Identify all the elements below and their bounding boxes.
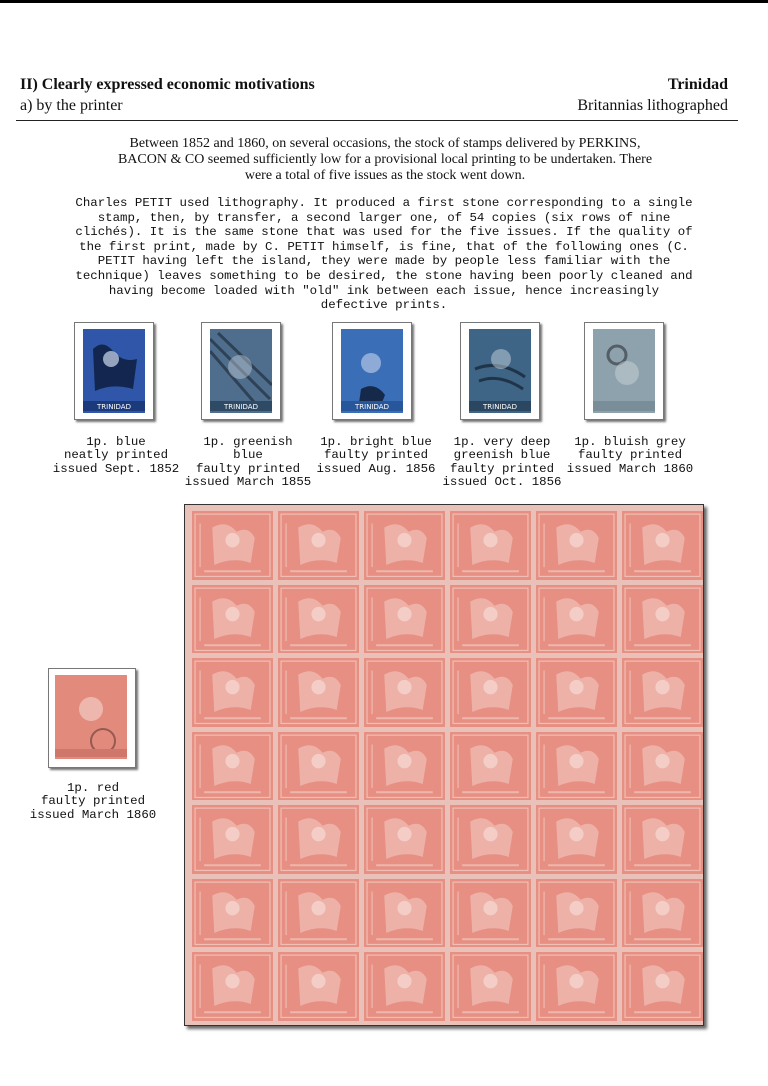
caption-line: issued March 1855	[184, 475, 312, 490]
stamp-label: TRINIDAD	[483, 403, 517, 411]
stamp-caption	[178, 436, 318, 490]
britannia-stamp-image	[83, 329, 145, 413]
caption-line: 1p. bluish grey	[574, 435, 686, 449]
caption-line: faulty printed	[323, 448, 429, 463]
stamp-caption	[560, 436, 700, 476]
intro-line: were a total of five issues as the stock went down.	[244, 168, 526, 183]
sheet-stamp	[192, 805, 273, 874]
stamp-label: TRINIDAD	[355, 403, 389, 411]
section-title: II) Clearly expressed economic motivations	[20, 76, 315, 93]
sheet-stamp	[622, 952, 703, 1021]
sheet-stamp	[192, 511, 273, 580]
sheet-stamp	[450, 585, 531, 654]
intro-paragraph	[60, 136, 710, 184]
britannia-stamp-image	[469, 329, 531, 413]
caption-line: blue	[233, 448, 263, 463]
sheet-stamp	[364, 732, 445, 801]
caption-line: issued Sept. 1852	[52, 461, 180, 476]
sheet-stamp	[450, 879, 531, 948]
sheet-stamp	[450, 658, 531, 727]
intro-line: BACON & CO seemed sufficiently low for a provisional local printing to be undertaken. There	[117, 152, 653, 167]
sheet-stamp	[536, 952, 617, 1021]
caption-line: faulty printed	[195, 461, 301, 476]
sheet-stamp	[364, 511, 445, 580]
stamp-caption	[306, 436, 446, 476]
sheet-stamp	[364, 585, 445, 654]
body-line: clichés). It is the same stone that was used for the five issues. If the quality of	[75, 225, 693, 240]
issue-title: Britannias lithographed	[577, 97, 728, 114]
sheet-stamp	[536, 805, 617, 874]
stamp-label: TRINIDAD	[224, 403, 258, 411]
top-rule	[0, 0, 768, 3]
sheet-stamp	[192, 952, 273, 1021]
body-line: defective prints.	[320, 298, 448, 313]
section-subtitle: a) by the printer	[20, 97, 123, 114]
sheet-stamp	[536, 585, 617, 654]
britannia-stamp-image	[55, 675, 127, 759]
stamp-caption	[46, 436, 186, 476]
caption-line: issued Aug. 1856	[316, 461, 436, 476]
stamp-1p-red	[48, 668, 136, 768]
sheet-stamp	[278, 879, 359, 948]
sheet-stamp	[536, 732, 617, 801]
body-paragraph	[30, 196, 738, 313]
sheet-stamp	[622, 658, 703, 727]
stamp-1p-very-deep-greenish-blue	[460, 322, 540, 420]
sheet-stamp	[192, 585, 273, 654]
sheet-stamp	[278, 658, 359, 727]
caption-line: 1p. bright blue	[320, 435, 432, 449]
britannia-stamp-image	[210, 329, 272, 413]
caption-line: faulty printed	[577, 448, 683, 463]
sheet-stamp	[622, 879, 703, 948]
sheet-stamp	[450, 511, 531, 580]
caption-line: 1p. very deep	[453, 435, 551, 449]
stamp-sheet	[184, 504, 704, 1026]
caption-line: 1p. greenish	[203, 435, 293, 449]
sheet-stamp	[278, 805, 359, 874]
caption-line: greenish blue	[453, 448, 551, 463]
country-title: Trinidad	[667, 76, 728, 93]
page-header	[16, 76, 738, 121]
sheet-stamp	[622, 585, 703, 654]
sheet-stamp	[536, 511, 617, 580]
sheet-stamp	[278, 952, 359, 1021]
stamp-1p-blue	[74, 322, 154, 420]
body-line: having become loaded with "old" ink between each issue, hence increasingly	[108, 283, 660, 298]
sheet-stamp	[192, 732, 273, 801]
body-line: stamp, then, by transfer, a second larger one, of 54 copies (six rows of nine	[97, 210, 671, 225]
sheet-stamp	[622, 732, 703, 801]
stamp-caption	[432, 436, 572, 490]
britannia-stamp-image	[341, 329, 403, 413]
sheet-stamp	[450, 805, 531, 874]
stamp-caption	[20, 782, 166, 822]
sheet-stamp	[278, 511, 359, 580]
sheet-stamp	[278, 585, 359, 654]
caption-line: issued Oct. 1856	[442, 475, 562, 490]
britannia-stamp-image	[593, 329, 655, 413]
sheet-stamp	[364, 805, 445, 874]
caption-line: 1p. red	[66, 781, 120, 795]
sheet-stamp	[278, 732, 359, 801]
body-line: the first print, made by C. PETIT himself, is fine, that of the following ones (C.	[79, 239, 689, 254]
sheet-stamp	[536, 658, 617, 727]
body-line: technique) leaves something to be desired, the stone having been poorly cleaned and	[75, 268, 693, 283]
sheet-stamp	[364, 658, 445, 727]
stamp-1p-greenish-blue	[201, 322, 281, 420]
sheet-stamp	[192, 879, 273, 948]
intro-line: Between 1852 and 1860, on several occasions, the stock of stamps delivered by PERKINS,	[129, 136, 641, 151]
sheet-stamp	[364, 952, 445, 1021]
caption-line: faulty printed	[449, 461, 555, 476]
stamp-1p-bright-blue	[332, 322, 412, 420]
body-line: Charles PETIT used lithography. It produced a first stone corresponding to a single	[75, 196, 693, 210]
sheet-stamp	[364, 879, 445, 948]
body-line: PETIT having left the island, they were made by people less familiar with the	[97, 254, 671, 269]
caption-line: neatly printed	[63, 448, 169, 463]
sheet-stamp	[450, 732, 531, 801]
caption-line: issued March 1860	[29, 807, 157, 822]
sheet-stamp	[622, 511, 703, 580]
caption-line: 1p. blue	[86, 435, 146, 449]
caption-line: faulty printed	[40, 794, 146, 809]
sheet-stamp	[450, 952, 531, 1021]
stamp-label: TRINIDAD	[97, 403, 131, 411]
sheet-stamp	[192, 658, 273, 727]
stamp-1p-bluish-grey	[584, 322, 664, 420]
sheet-stamp	[536, 879, 617, 948]
stamp-sheet-grid	[192, 511, 703, 1021]
sheet-stamp	[622, 805, 703, 874]
caption-line: issued March 1860	[566, 461, 694, 476]
